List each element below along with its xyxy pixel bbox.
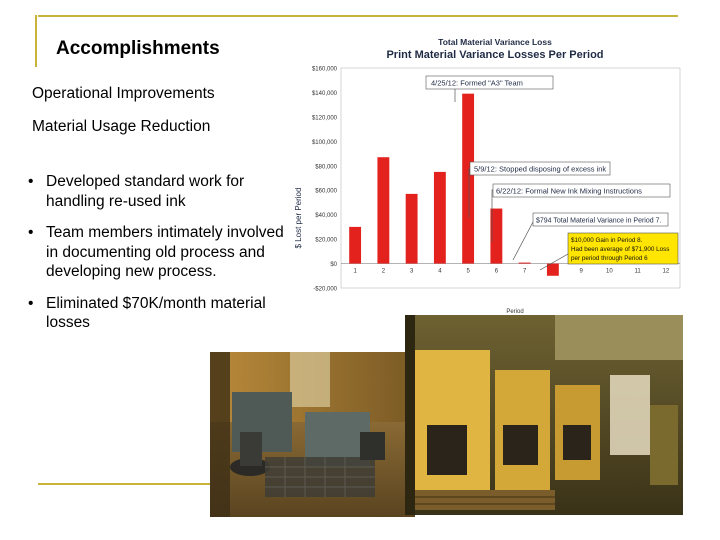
bar-period-7	[519, 263, 531, 264]
bullet-text: Developed standard work for handling re-used ink	[46, 173, 245, 210]
bullet-item	[28, 223, 288, 282]
bullet-text: Eliminated $70K/month material losses	[46, 294, 266, 331]
y-tick-label: $80,000	[315, 164, 337, 171]
ink-mixing-station-photo	[210, 352, 415, 517]
y-tick-label: $160,000	[311, 66, 337, 73]
bullet-glyph: •	[28, 294, 34, 312]
bar-period-3	[406, 194, 418, 264]
x-tick-label: 2	[381, 268, 386, 275]
y-tick-label: $40,000	[315, 213, 337, 220]
variance-chart	[285, 32, 695, 317]
bullet-glyph: •	[28, 224, 34, 241]
annotation-text: 6/22/12: Formal New Ink Mixing Instructions	[496, 186, 642, 196]
y-tick-label: $140,000	[311, 90, 337, 97]
x-tick-label: 7	[522, 268, 527, 275]
x-tick-label: 5	[466, 268, 470, 275]
x-tick-label: 9	[579, 268, 583, 275]
bar-period-4	[434, 172, 446, 264]
x-tick-label: 10	[606, 268, 613, 275]
x-tick-label: 3	[409, 268, 414, 275]
bullet-item	[28, 172, 288, 211]
subtitle-material: Material Usage Reduction	[32, 118, 211, 135]
annotation-text: Had been average of $71,900 Loss	[571, 246, 670, 253]
bar-period-5	[462, 94, 474, 264]
bar-period-1	[349, 227, 361, 264]
annotation-text: 4/25/12: Formed "A3" Team	[431, 78, 523, 88]
x-tick-label: 1	[353, 268, 357, 275]
x-tick-label: 4	[438, 268, 442, 275]
y-tick-label: -$20,000	[313, 286, 337, 293]
chart-ylabel: $ Lost per Period	[294, 187, 303, 249]
top-divider	[38, 15, 678, 17]
plant-floor-photo	[405, 315, 683, 515]
chart-title-line1: Total Material Variance Loss	[438, 37, 552, 47]
x-tick-label: 12	[662, 268, 670, 275]
y-tick-label: $0	[330, 262, 337, 269]
annotation-text: per period through Period 6	[571, 255, 648, 262]
slide-title: Accomplishments	[56, 38, 220, 59]
title-left-rule	[35, 15, 37, 67]
subtitle-operational: Operational Improvements	[32, 85, 215, 102]
annotation-text: $794 Total Material Variance in Period 7.	[536, 217, 662, 225]
bullet-item	[28, 294, 288, 333]
x-tick-label: 11	[634, 268, 641, 275]
chart-title-line2: Print Material Variance Losses Per Period	[386, 49, 604, 61]
bullet-glyph: •	[28, 173, 34, 190]
bar-period-2	[377, 157, 389, 263]
x-tick-label: 6	[494, 268, 499, 275]
annotation-text: $10,000 Gain in Period 8.	[571, 237, 643, 244]
annotation-text: 5/9/12: Stopped disposing of excess ink	[474, 164, 607, 174]
y-tick-label: $120,000	[311, 115, 337, 122]
chart-xlabel: Period	[506, 309, 524, 315]
bullet-text: Team members intimately involved in documenting old process and developing new process.	[46, 224, 284, 280]
bullet-list	[28, 172, 288, 345]
y-tick-label: $60,000	[315, 188, 337, 195]
y-tick-label: $100,000	[311, 139, 337, 146]
y-tick-label: $20,000	[315, 237, 337, 244]
